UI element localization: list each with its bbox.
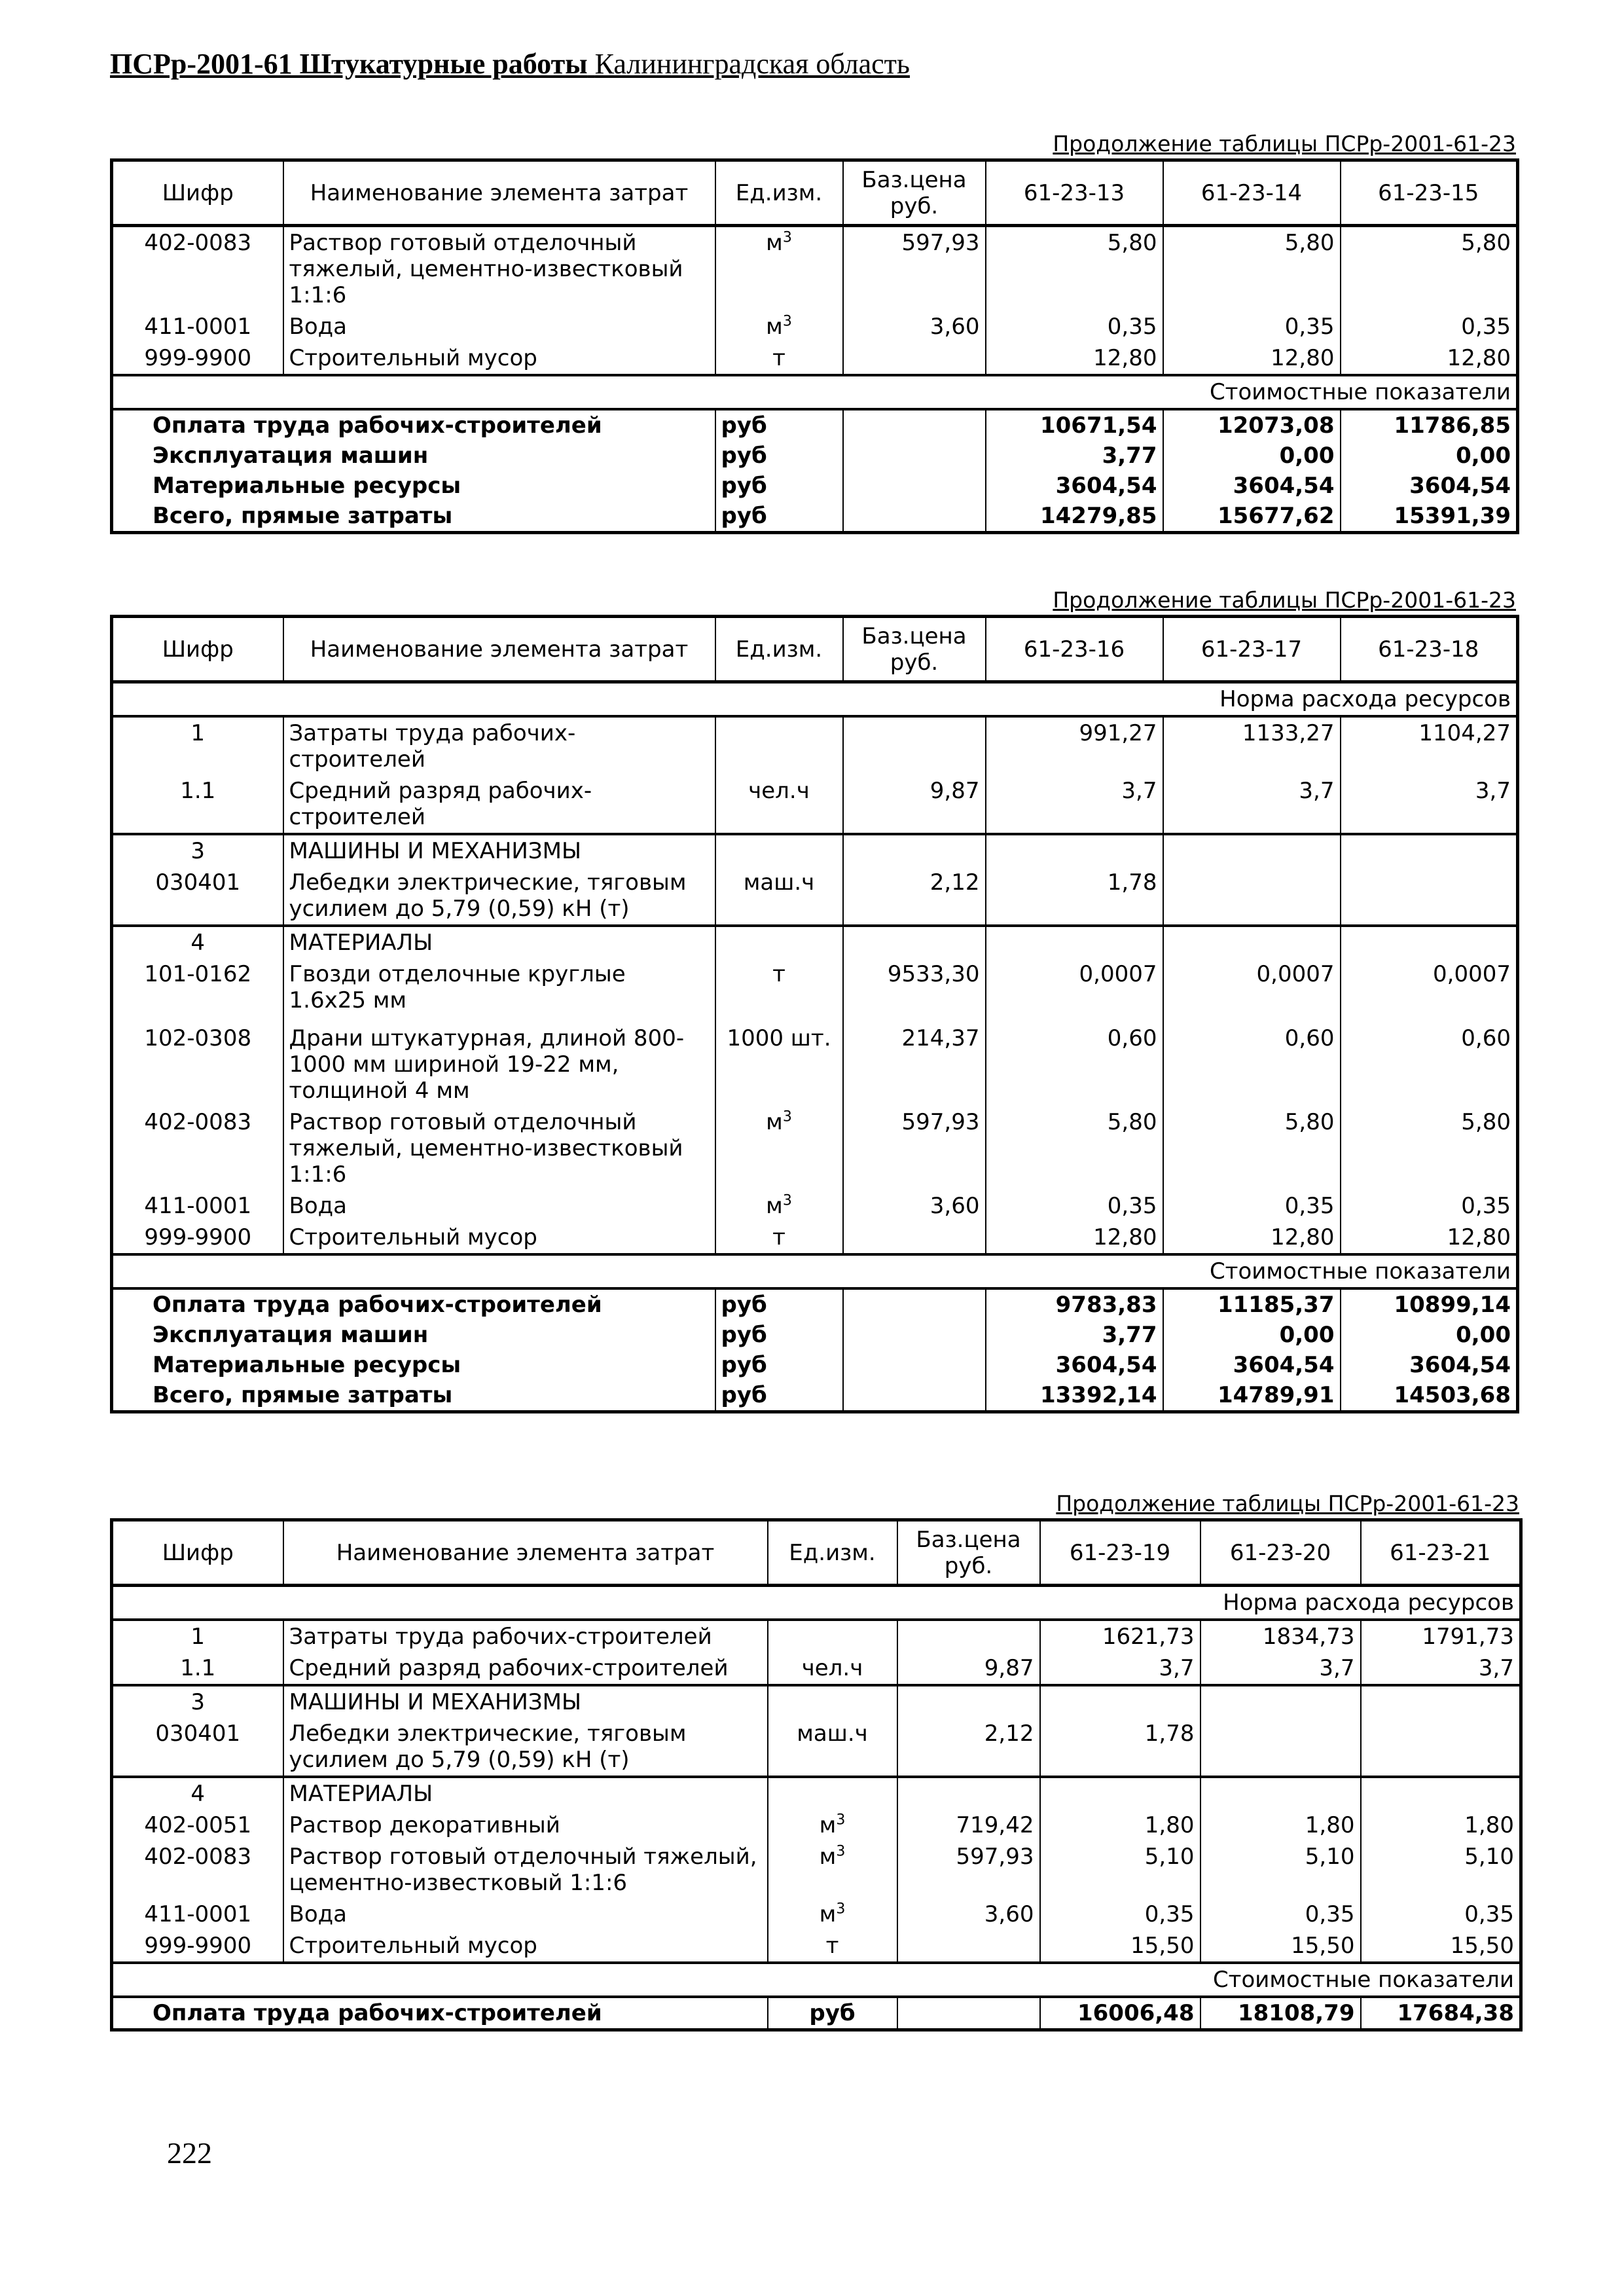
group-title-row xyxy=(112,1685,1521,1718)
resource-table-3 xyxy=(110,1518,1523,2032)
col-header-name: Наименование элемента затрат xyxy=(283,160,715,226)
section-row-cost xyxy=(112,1254,1518,1288)
resource-price: 2,12 xyxy=(897,1718,1040,1777)
cost-label: Эксплуатация машин xyxy=(112,1320,715,1350)
norm-section-label: Норма расхода ресурсов xyxy=(112,682,1518,717)
resource-code: 1.1 xyxy=(112,775,283,834)
empty-cell xyxy=(897,1997,1040,2030)
cost-value: 13392,14 xyxy=(986,1380,1163,1412)
resource-name: Затраты труда рабочих-строителей xyxy=(283,716,715,775)
norm-value: 1,80 xyxy=(1361,1810,1521,1841)
cost-label: Эксплуатация машин xyxy=(112,441,715,471)
empty-cell xyxy=(843,1288,986,1320)
resource-table-1 xyxy=(110,158,1519,534)
resource-unit: чел.ч xyxy=(768,1652,897,1685)
col-header-norm: 61-23-14 xyxy=(1163,160,1341,226)
resource-code: 999-9900 xyxy=(112,1222,283,1254)
empty-cell xyxy=(843,409,986,441)
col-header-norm: 61-23-16 xyxy=(986,617,1163,682)
cost-row-materials xyxy=(112,471,1518,501)
section-row-norm xyxy=(112,1586,1521,1620)
table-row xyxy=(112,342,1518,375)
empty-cell xyxy=(897,1777,1040,1810)
norm-value xyxy=(1163,867,1341,926)
empty-cell xyxy=(1361,1685,1521,1718)
table-continuation-label: Продолжение таблицы ПСРр-2001-61-23 xyxy=(1056,1491,1519,1516)
cost-value: 17684,38 xyxy=(1361,1997,1521,2030)
norm-value: 3,7 xyxy=(1361,1652,1521,1685)
col-header-norm: 61-23-18 xyxy=(1341,617,1518,682)
resource-unit: 1000 шт. xyxy=(715,1023,843,1106)
norm-value xyxy=(1361,1718,1521,1777)
resource-name: Раствор готовый отделочный тяжелый, цементно-известковый 1:1:6 xyxy=(283,1106,715,1190)
norm-value: 1,80 xyxy=(1200,1810,1361,1841)
resource-unit: маш.ч xyxy=(768,1718,897,1777)
section-row-cost xyxy=(112,1963,1521,1997)
resource-unit: т xyxy=(768,1930,897,1963)
norm-value: 0,60 xyxy=(1163,1023,1341,1106)
resource-code: 102-0308 xyxy=(112,1023,283,1106)
group-code: 3 xyxy=(112,834,283,867)
resource-name: Строительный мусор xyxy=(283,342,715,375)
cost-value: 16006,48 xyxy=(1040,1997,1200,2030)
empty-cell xyxy=(768,1620,897,1652)
resource-name: Средний разряд рабочих-строителей xyxy=(283,1652,768,1685)
resource-price: 719,42 xyxy=(897,1810,1040,1841)
norm-value: 3,7 xyxy=(1040,1652,1200,1685)
group-title-row xyxy=(112,1777,1521,1810)
resource-code: 411-0001 xyxy=(112,1899,283,1930)
resource-code: 411-0001 xyxy=(112,311,283,342)
col-header-norm: 61-23-13 xyxy=(986,160,1163,226)
empty-cell xyxy=(897,1685,1040,1718)
group-code: 4 xyxy=(112,926,283,958)
group-title: МАШИНЫ И МЕХАНИЗМЫ xyxy=(283,834,715,867)
group-title-row xyxy=(112,926,1518,958)
norm-value: 0,35 xyxy=(1341,1190,1518,1222)
cost-section-label: Стоимостные показатели xyxy=(112,1254,1518,1288)
norm-value: 12,80 xyxy=(1163,1222,1341,1254)
table-row xyxy=(112,775,1518,834)
cost-row-labor xyxy=(112,409,1518,441)
resource-unit: $м^3$ xyxy=(715,226,843,312)
col-header-price: Баз.цена руб. xyxy=(843,160,986,226)
cost-value: 3604,54 xyxy=(1341,471,1518,501)
col-header-code: Шифр xyxy=(112,1520,283,1586)
resource-unit: маш.ч xyxy=(715,867,843,926)
section-row-cost xyxy=(112,375,1518,409)
empty-cell xyxy=(986,834,1163,867)
cost-unit: руб xyxy=(715,501,843,533)
table-row xyxy=(112,1841,1521,1899)
resource-price: 214,37 xyxy=(843,1023,986,1106)
resource-code: 1.1 xyxy=(112,1652,283,1685)
table-continuation-label: Продолжение таблицы ПСРр-2001-61-23 xyxy=(1053,587,1516,613)
resource-code: 030401 xyxy=(112,867,283,926)
empty-cell xyxy=(843,471,986,501)
table-row xyxy=(112,1023,1518,1106)
norm-value: 3,7 xyxy=(1341,775,1518,834)
group-title-row xyxy=(112,834,1518,867)
norm-value: 0,35 xyxy=(986,311,1163,342)
cost-row-labor xyxy=(112,1997,1521,2030)
norm-value: 5,80 xyxy=(1163,226,1341,312)
group-title: МАШИНЫ И МЕХАНИЗМЫ xyxy=(283,1685,768,1718)
empty-cell xyxy=(843,926,986,958)
norm-value: 1,78 xyxy=(986,867,1163,926)
empty-cell xyxy=(986,926,1163,958)
resource-unit: т xyxy=(715,1222,843,1254)
resource-price: 597,93 xyxy=(843,1106,986,1190)
col-header-norm: 61-23-15 xyxy=(1341,160,1518,226)
resource-name: Строительный мусор xyxy=(283,1930,768,1963)
cost-label: Оплата труда рабочих-строителей xyxy=(112,409,715,441)
norm-value: 3,7 xyxy=(986,775,1163,834)
norm-value: 15,50 xyxy=(1200,1930,1361,1963)
resource-price xyxy=(843,1222,986,1254)
empty-cell xyxy=(843,1350,986,1380)
resource-name: Гвозди отделочные круглые 1.6х25 мм xyxy=(283,958,715,1023)
resource-name: Строительный мусор xyxy=(283,1222,715,1254)
document-region: Калининградская область xyxy=(594,48,910,80)
col-header-code: Шифр xyxy=(112,617,283,682)
group-code: 4 xyxy=(112,1777,283,1810)
cost-value: 9783,83 xyxy=(986,1288,1163,1320)
table-row xyxy=(112,1222,1518,1254)
col-header-name: Наименование элемента затрат xyxy=(283,617,715,682)
cost-row-total xyxy=(112,501,1518,533)
table-row xyxy=(112,1930,1521,1963)
norm-value: 0,35 xyxy=(1163,311,1341,342)
empty-cell xyxy=(843,1320,986,1350)
cost-label: Оплата труда рабочих-строителей xyxy=(112,1997,768,2030)
empty-cell xyxy=(768,1777,897,1810)
norm-value: 0,35 xyxy=(1163,1190,1341,1222)
cost-value: 3,77 xyxy=(986,1320,1163,1350)
cost-row-machines xyxy=(112,1320,1518,1350)
norm-value: 5,80 xyxy=(1341,1106,1518,1190)
cost-section-label: Стоимостные показатели xyxy=(112,1963,1521,1997)
resource-unit: чел.ч xyxy=(715,775,843,834)
resource-price: 9533,30 xyxy=(843,958,986,1023)
cost-row-machines xyxy=(112,441,1518,471)
table-row xyxy=(112,867,1518,926)
norm-value: 12,80 xyxy=(986,342,1163,375)
cost-value: 3604,54 xyxy=(1163,471,1341,501)
cost-value: 0,00 xyxy=(1341,441,1518,471)
norm-value: 0,0007 xyxy=(986,958,1163,1023)
table-row xyxy=(112,1620,1521,1652)
col-header-norm: 61-23-17 xyxy=(1163,617,1341,682)
cost-value: 10671,54 xyxy=(986,409,1163,441)
resource-unit: $м^3$ xyxy=(768,1841,897,1899)
cost-unit: руб xyxy=(715,471,843,501)
cost-value: 3604,54 xyxy=(986,1350,1163,1380)
resource-unit: $м^3$ xyxy=(768,1899,897,1930)
cost-value: 14503,68 xyxy=(1341,1380,1518,1412)
cost-unit: руб xyxy=(715,441,843,471)
cost-label: Материальные ресурсы xyxy=(112,471,715,501)
resource-code: 411-0001 xyxy=(112,1190,283,1222)
resource-code: 402-0083 xyxy=(112,1841,283,1899)
page-number: 222 xyxy=(167,2136,212,2170)
empty-cell xyxy=(715,926,843,958)
document-code: ПСРр-2001-61 Штукатурные работы xyxy=(110,48,588,80)
empty-cell xyxy=(1361,1777,1521,1810)
resource-price: 9,87 xyxy=(843,775,986,834)
cost-unit: руб xyxy=(715,1320,843,1350)
norm-value: 5,80 xyxy=(986,1106,1163,1190)
cost-value: 14279,85 xyxy=(986,501,1163,533)
norm-value: 12,80 xyxy=(986,1222,1163,1254)
group-title: МАТЕРИАЛЫ xyxy=(283,926,715,958)
norm-section-label: Норма расхода ресурсов xyxy=(112,1586,1521,1620)
empty-cell xyxy=(1341,834,1518,867)
cost-label: Всего, прямые затраты xyxy=(112,1380,715,1412)
empty-cell xyxy=(768,1685,897,1718)
col-header-name: Наименование элемента затрат xyxy=(283,1520,768,1586)
norm-value: 0,35 xyxy=(986,1190,1163,1222)
col-header-code: Шифр xyxy=(112,160,283,226)
cost-unit: руб xyxy=(715,1288,843,1320)
cost-value: 3604,54 xyxy=(986,471,1163,501)
cost-value: 18108,79 xyxy=(1200,1997,1361,2030)
norm-value: 0,0007 xyxy=(1163,958,1341,1023)
norm-value: 1133,27 xyxy=(1163,716,1341,775)
resource-price xyxy=(843,342,986,375)
norm-value: 15,50 xyxy=(1040,1930,1200,1963)
cost-value: 10899,14 xyxy=(1341,1288,1518,1320)
empty-cell xyxy=(715,834,843,867)
table-block-3 xyxy=(110,1491,1519,2032)
resource-code: 402-0083 xyxy=(112,226,283,312)
cost-value: 0,00 xyxy=(1163,441,1341,471)
resource-unit: $м^3$ xyxy=(768,1810,897,1841)
table-row xyxy=(112,1899,1521,1930)
col-header-norm: 61-23-20 xyxy=(1200,1520,1361,1586)
norm-value: 5,80 xyxy=(1163,1106,1341,1190)
resource-name: Средний разряд рабочих-строителей xyxy=(283,775,715,834)
empty-cell xyxy=(1163,834,1341,867)
resource-price xyxy=(897,1930,1040,1963)
empty-cell xyxy=(1163,926,1341,958)
empty-cell xyxy=(843,834,986,867)
empty-cell xyxy=(843,716,986,775)
cost-value: 15391,39 xyxy=(1341,501,1518,533)
cost-value: 12073,08 xyxy=(1163,409,1341,441)
norm-value: 1,78 xyxy=(1040,1718,1200,1777)
cost-row-total xyxy=(112,1380,1518,1412)
resource-name: Раствор готовый отделочный тяжелый, цементно-известковый 1:1:6 xyxy=(283,226,715,312)
norm-value: 5,80 xyxy=(986,226,1163,312)
norm-value: 1,80 xyxy=(1040,1810,1200,1841)
page-header xyxy=(110,47,1524,81)
col-header-unit: Ед.изм. xyxy=(715,160,843,226)
empty-cell xyxy=(843,441,986,471)
resource-name: Вода xyxy=(283,311,715,342)
cost-value: 3604,54 xyxy=(1163,1350,1341,1380)
norm-value: 5,10 xyxy=(1040,1841,1200,1899)
resource-name: Затраты труда рабочих-строителей xyxy=(283,1620,768,1652)
cost-unit: руб xyxy=(715,1350,843,1380)
empty-cell xyxy=(1040,1685,1200,1718)
table-row xyxy=(112,311,1518,342)
norm-value: 1621,73 xyxy=(1040,1620,1200,1652)
resource-price: 3,60 xyxy=(897,1899,1040,1930)
cost-row-labor xyxy=(112,1288,1518,1320)
norm-value: 1834,73 xyxy=(1200,1620,1361,1652)
norm-value: 3,7 xyxy=(1200,1652,1361,1685)
resource-price: 9,87 xyxy=(897,1652,1040,1685)
cost-unit: руб xyxy=(715,1380,843,1412)
resource-code: 999-9900 xyxy=(112,1930,283,1963)
norm-value xyxy=(1341,867,1518,926)
table-row xyxy=(112,1190,1518,1222)
cost-value: 0,00 xyxy=(1341,1320,1518,1350)
resource-table-2 xyxy=(110,615,1519,1413)
norm-value: 12,80 xyxy=(1341,1222,1518,1254)
norm-value: 5,10 xyxy=(1361,1841,1521,1899)
resource-price: 3,60 xyxy=(843,1190,986,1222)
norm-value: 0,60 xyxy=(986,1023,1163,1106)
resource-name: Лебедки электрические, тяговым усилием до 5,79 (0,59) кН (т) xyxy=(283,867,715,926)
resource-code: 101-0162 xyxy=(112,958,283,1023)
resource-name: Вода xyxy=(283,1899,768,1930)
col-header-norm: 61-23-19 xyxy=(1040,1520,1200,1586)
empty-cell xyxy=(843,501,986,533)
resource-name: Лебедки электрические, тяговым усилием до 5,79 (0,59) кН (т) xyxy=(283,1718,768,1777)
norm-value: 0,60 xyxy=(1341,1023,1518,1106)
cost-value: 3,77 xyxy=(986,441,1163,471)
cost-label: Оплата труда рабочих-строителей xyxy=(112,1288,715,1320)
col-header-price: Баз.цена руб. xyxy=(897,1520,1040,1586)
resource-code: 402-0083 xyxy=(112,1106,283,1190)
empty-cell xyxy=(1200,1685,1361,1718)
col-header-price: Баз.цена руб. xyxy=(843,617,986,682)
resource-name: Раствор декоративный xyxy=(283,1810,768,1841)
table-row xyxy=(112,1652,1521,1685)
resource-price: 2,12 xyxy=(843,867,986,926)
table-row xyxy=(112,1810,1521,1841)
cost-label: Материальные ресурсы xyxy=(112,1350,715,1380)
empty-cell xyxy=(897,1620,1040,1652)
norm-value: 1791,73 xyxy=(1361,1620,1521,1652)
resource-code: 030401 xyxy=(112,1718,283,1777)
cost-value: 3604,54 xyxy=(1341,1350,1518,1380)
norm-value: 0,35 xyxy=(1200,1899,1361,1930)
norm-value: 0,35 xyxy=(1040,1899,1200,1930)
resource-name: Драни штукатурная, длиной 800-1000 мм шириной 19-22 мм, толщиной 4 мм xyxy=(283,1023,715,1106)
norm-value: 1104,27 xyxy=(1341,716,1518,775)
resource-unit: $м^3$ xyxy=(715,311,843,342)
empty-cell xyxy=(843,1380,986,1412)
resource-price: 3,60 xyxy=(843,311,986,342)
cost-label: Всего, прямые затраты xyxy=(112,501,715,533)
col-header-unit: Ед.изм. xyxy=(715,617,843,682)
cost-value: 11786,85 xyxy=(1341,409,1518,441)
table-block-1 xyxy=(110,131,1516,534)
resource-unit: $м^3$ xyxy=(715,1190,843,1222)
table-row xyxy=(112,226,1518,312)
empty-cell xyxy=(715,716,843,775)
cost-value: 0,00 xyxy=(1163,1320,1341,1350)
resource-code: 1 xyxy=(112,716,283,775)
cost-row-materials xyxy=(112,1350,1518,1380)
norm-value: 12,80 xyxy=(1341,342,1518,375)
empty-cell xyxy=(1341,926,1518,958)
cost-unit: руб xyxy=(768,1997,897,2030)
resource-price: 597,93 xyxy=(897,1841,1040,1899)
table-row xyxy=(112,958,1518,1023)
col-header-norm: 61-23-21 xyxy=(1361,1520,1521,1586)
resource-name: Раствор готовый отделочный тяжелый, цементно-известковый 1:1:6 xyxy=(283,1841,768,1899)
resource-unit: т xyxy=(715,958,843,1023)
cost-value: 11185,37 xyxy=(1163,1288,1341,1320)
resource-price: 597,93 xyxy=(843,226,986,312)
empty-cell xyxy=(1040,1777,1200,1810)
section-row-norm xyxy=(112,682,1518,717)
table-row xyxy=(112,716,1518,775)
norm-value xyxy=(1200,1718,1361,1777)
cost-value: 14789,91 xyxy=(1163,1380,1341,1412)
table-row xyxy=(112,1718,1521,1777)
resource-unit: $м^3$ xyxy=(715,1106,843,1190)
cost-value: 15677,62 xyxy=(1163,501,1341,533)
table-row xyxy=(112,1106,1518,1190)
table-continuation-label: Продолжение таблицы ПСРр-2001-61-23 xyxy=(1053,131,1516,156)
resource-code: 1 xyxy=(112,1620,283,1652)
norm-value: 0,35 xyxy=(1361,1899,1521,1930)
norm-value: 991,27 xyxy=(986,716,1163,775)
resource-code: 402-0051 xyxy=(112,1810,283,1841)
norm-value: 0,0007 xyxy=(1341,958,1518,1023)
group-code: 3 xyxy=(112,1685,283,1718)
table-block-2 xyxy=(110,587,1516,1413)
empty-cell xyxy=(1200,1777,1361,1810)
norm-value: 5,80 xyxy=(1341,226,1518,312)
group-title: МАТЕРИАЛЫ xyxy=(283,1777,768,1810)
norm-value: 5,10 xyxy=(1200,1841,1361,1899)
resource-unit: т xyxy=(715,342,843,375)
resource-code: 999-9900 xyxy=(112,342,283,375)
col-header-unit: Ед.изм. xyxy=(768,1520,897,1586)
cost-section-label: Стоимостные показатели xyxy=(112,375,1518,409)
norm-value: 15,50 xyxy=(1361,1930,1521,1963)
norm-value: 3,7 xyxy=(1163,775,1341,834)
cost-unit: руб xyxy=(715,409,843,441)
norm-value: 12,80 xyxy=(1163,342,1341,375)
resource-name: Вода xyxy=(283,1190,715,1222)
norm-value: 0,35 xyxy=(1341,311,1518,342)
